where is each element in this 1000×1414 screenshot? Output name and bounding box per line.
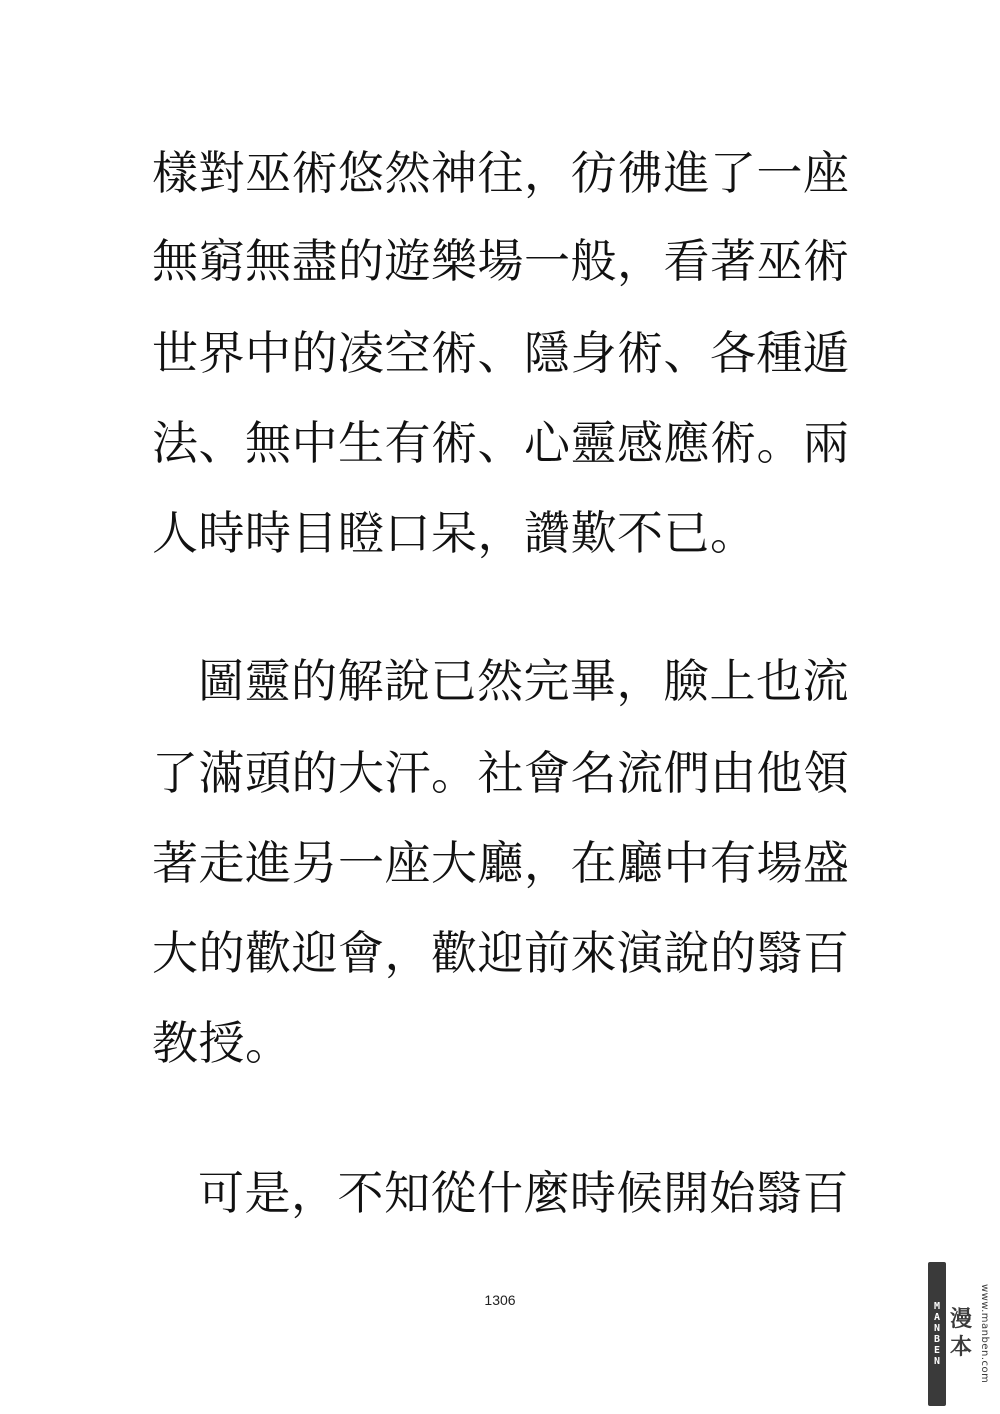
text-line: 法、無中生有術、心靈感應術。兩	[152, 416, 850, 470]
text-line: 無窮無盡的遊樂場一般，看著巫術	[152, 234, 850, 288]
watermark-url: www.manben.com	[979, 1284, 990, 1384]
text-line: 著走進另一座大廳，在廳中有場盛	[152, 836, 850, 890]
text-line: 可是，不知從什麼時候開始翳百	[198, 1166, 849, 1220]
text-line: 大的歡迎會，歡迎前來演說的翳百	[152, 926, 850, 980]
watermark-mark	[948, 1262, 974, 1406]
text-line: 圖靈的解說已然完畢，臉上也流	[198, 654, 849, 708]
watermark-glyph: 漫	[949, 1307, 972, 1332]
watermark-letter: A	[933, 1312, 941, 1323]
page-number: 1306	[484, 1292, 516, 1308]
text-line: 人時時目瞪口呆，讚歎不已。	[152, 506, 757, 560]
watermark-letter: B	[933, 1334, 941, 1345]
watermark-letter: E	[933, 1345, 941, 1356]
text-line: 世界中的凌空術、隱身術、各種遁	[152, 326, 850, 380]
watermark-letter: M	[933, 1301, 941, 1312]
text-line: 樣對巫術悠然神往，彷彿進了一座	[152, 146, 850, 200]
watermark-letter-box	[928, 1262, 946, 1406]
watermark-letter: N	[933, 1356, 941, 1367]
watermark-logo	[928, 1262, 992, 1406]
text-line: 教授。	[152, 1016, 292, 1070]
text-line: 了滿頭的大汗。社會名流們由他領	[152, 746, 850, 800]
watermark-letter: N	[933, 1323, 941, 1334]
watermark-glyph: 本	[949, 1335, 972, 1360]
